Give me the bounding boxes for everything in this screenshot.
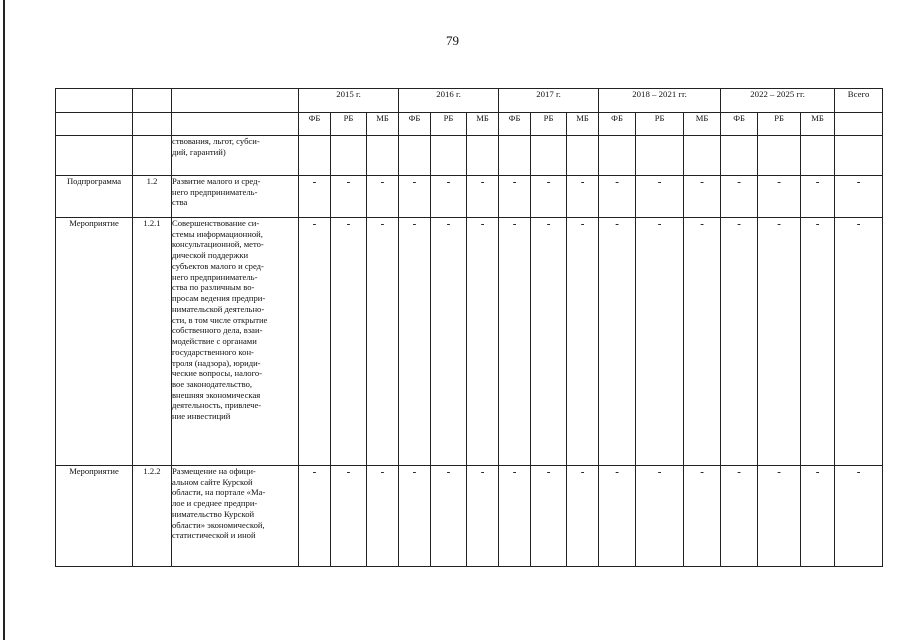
value-cell: - bbox=[299, 218, 331, 466]
value-cell: - bbox=[531, 466, 567, 567]
value-cell: - bbox=[721, 218, 758, 466]
value-cell: - bbox=[367, 218, 399, 466]
value-cell: - bbox=[801, 466, 835, 567]
description-line: стемы информационной, bbox=[172, 228, 263, 239]
value-cell bbox=[431, 136, 467, 176]
value-cell: - bbox=[467, 176, 499, 218]
table-row bbox=[56, 176, 883, 218]
value-cell bbox=[467, 136, 499, 176]
value-cell bbox=[758, 136, 801, 176]
subheader-total-cell bbox=[835, 113, 883, 136]
value-cell bbox=[367, 136, 399, 176]
description-line: субъектов малого и сред- bbox=[172, 260, 264, 271]
fund-header-0-1: РБ bbox=[331, 113, 367, 136]
fund-header-4-0: ФБ bbox=[721, 113, 758, 136]
value-cell bbox=[531, 136, 567, 176]
value-cell: - bbox=[431, 176, 467, 218]
row-type: Мероприятие bbox=[56, 466, 133, 567]
description-line: внешняя экономическая bbox=[172, 389, 261, 400]
row-description bbox=[172, 218, 299, 466]
value-cell: - bbox=[835, 176, 883, 218]
description-line: ческие вопросы, налого- bbox=[172, 368, 263, 379]
value-cell: - bbox=[801, 176, 835, 218]
value-cell: - bbox=[399, 466, 431, 567]
value-cell: - bbox=[721, 466, 758, 567]
description-line: собственного дела, взаи- bbox=[172, 325, 263, 336]
row-code bbox=[133, 136, 172, 176]
value-cell: - bbox=[531, 176, 567, 218]
value-cell: - bbox=[399, 176, 431, 218]
description-line: области» экономической, bbox=[172, 519, 265, 530]
description-line: вое законодательство, bbox=[172, 379, 253, 390]
row-code: 1.2.1 bbox=[133, 218, 172, 466]
fund-header-0-2: МБ bbox=[367, 113, 399, 136]
value-cell: - bbox=[567, 218, 599, 466]
value-cell: - bbox=[567, 176, 599, 218]
value-cell: - bbox=[721, 176, 758, 218]
value-cell: - bbox=[636, 176, 684, 218]
description-line: ствования, льгот, субси- bbox=[172, 136, 260, 146]
value-cell: - bbox=[299, 176, 331, 218]
value-cell: - bbox=[684, 218, 721, 466]
fund-header-3-1: РБ bbox=[636, 113, 684, 136]
value-cell bbox=[684, 136, 721, 176]
description-line: Размещение на офици- bbox=[172, 466, 256, 476]
row-description bbox=[172, 176, 299, 218]
description-line: области, на портале «Ма- bbox=[172, 487, 266, 498]
year-header-2016: 2016 г. bbox=[399, 89, 499, 113]
value-cell: - bbox=[801, 218, 835, 466]
description-line: троля (надзора), юриди- bbox=[172, 357, 261, 368]
value-cell: - bbox=[467, 466, 499, 567]
value-cell: - bbox=[331, 218, 367, 466]
value-cell: - bbox=[499, 466, 531, 567]
page-number: 79 bbox=[446, 33, 459, 48]
year-header-2022-2025: 2022 – 2025 гг. bbox=[721, 89, 835, 113]
row-description bbox=[172, 466, 299, 567]
value-cell: - bbox=[367, 176, 399, 218]
subheader-code-cell bbox=[133, 113, 172, 136]
value-cell: - bbox=[531, 218, 567, 466]
description-line: нимательской деятельно- bbox=[172, 303, 265, 314]
value-cell: - bbox=[599, 466, 636, 567]
value-cell: - bbox=[499, 176, 531, 218]
value-cell: - bbox=[467, 218, 499, 466]
description-line: дической поддержки bbox=[172, 250, 249, 261]
page-edge-line bbox=[3, 0, 5, 640]
fund-header-1-2: МБ bbox=[467, 113, 499, 136]
subheader-type-cell bbox=[56, 113, 133, 136]
description-line: ние инвестиций bbox=[172, 411, 231, 422]
value-cell: - bbox=[758, 466, 801, 567]
fund-header-3-2: МБ bbox=[684, 113, 721, 136]
description-line: сти, в том числе открытие bbox=[172, 314, 268, 325]
value-cell bbox=[299, 136, 331, 176]
value-cell bbox=[399, 136, 431, 176]
fund-header-2-1: РБ bbox=[531, 113, 567, 136]
value-cell bbox=[636, 136, 684, 176]
value-cell: - bbox=[758, 218, 801, 466]
description-line: консультационной, мето- bbox=[172, 239, 264, 250]
subheader-desc-cell bbox=[172, 113, 299, 136]
description-line: Развитие малого и сред- bbox=[172, 176, 261, 186]
value-cell: - bbox=[684, 176, 721, 218]
value-cell bbox=[835, 136, 883, 176]
table-row bbox=[56, 136, 883, 176]
value-cell: - bbox=[835, 218, 883, 466]
value-cell bbox=[801, 136, 835, 176]
value-cell: - bbox=[599, 176, 636, 218]
value-cell: - bbox=[431, 466, 467, 567]
description-line: него предприниматель- bbox=[172, 271, 258, 282]
value-cell: - bbox=[567, 466, 599, 567]
row-code: 1.2.2 bbox=[133, 466, 172, 567]
value-cell: - bbox=[636, 218, 684, 466]
header-fund-row bbox=[56, 113, 883, 136]
value-cell: - bbox=[399, 218, 431, 466]
description-line: статистической и иной bbox=[172, 530, 256, 541]
value-cell bbox=[599, 136, 636, 176]
value-cell: - bbox=[499, 218, 531, 466]
row-description bbox=[172, 136, 299, 176]
header-year-row bbox=[56, 89, 883, 113]
fund-header-4-2: МБ bbox=[801, 113, 835, 136]
row-type: Мероприятие bbox=[56, 218, 133, 466]
table-row bbox=[56, 466, 883, 567]
value-cell bbox=[499, 136, 531, 176]
value-cell: - bbox=[758, 176, 801, 218]
table-row bbox=[56, 218, 883, 466]
value-cell: - bbox=[367, 466, 399, 567]
description-line: просам ведения предпри- bbox=[172, 293, 266, 304]
value-cell: - bbox=[331, 176, 367, 218]
value-cell bbox=[567, 136, 599, 176]
row-type bbox=[56, 136, 133, 176]
fund-header-0-0: ФБ bbox=[299, 113, 331, 136]
header-type-cell bbox=[56, 89, 133, 113]
description-line: ства по различным во- bbox=[172, 282, 255, 293]
value-cell bbox=[721, 136, 758, 176]
description-line: государственного кон- bbox=[172, 346, 254, 357]
year-header-2015: 2015 г. bbox=[299, 89, 399, 113]
description-line: дий, гарантий) bbox=[172, 146, 226, 157]
value-cell: - bbox=[299, 466, 331, 567]
total-header: Всего bbox=[835, 89, 883, 113]
description-line: нимательство Курской bbox=[172, 508, 255, 519]
description-line: модействие с органами bbox=[172, 336, 257, 347]
year-header-2018-2021: 2018 – 2021 гг. bbox=[599, 89, 721, 113]
value-cell: - bbox=[636, 466, 684, 567]
fund-header-1-0: ФБ bbox=[399, 113, 431, 136]
header-desc-cell bbox=[172, 89, 299, 113]
fund-header-2-2: МБ bbox=[567, 113, 599, 136]
budget-table bbox=[55, 88, 883, 567]
value-cell: - bbox=[431, 218, 467, 466]
description-line: деятельность, привлече- bbox=[172, 400, 262, 411]
value-cell: - bbox=[599, 218, 636, 466]
fund-header-4-1: РБ bbox=[758, 113, 801, 136]
fund-header-3-0: ФБ bbox=[599, 113, 636, 136]
value-cell: - bbox=[835, 466, 883, 567]
header-code-cell bbox=[133, 89, 172, 113]
year-header-2017: 2017 г. bbox=[499, 89, 599, 113]
description-line: Совершенствование си- bbox=[172, 218, 260, 228]
row-type: Подпрограмма bbox=[56, 176, 133, 218]
value-cell bbox=[331, 136, 367, 176]
value-cell: - bbox=[331, 466, 367, 567]
fund-header-1-1: РБ bbox=[431, 113, 467, 136]
row-code: 1.2 bbox=[133, 176, 172, 218]
description-line: ства bbox=[172, 197, 188, 208]
fund-header-2-0: ФБ bbox=[499, 113, 531, 136]
value-cell: - bbox=[684, 466, 721, 567]
description-line: него предприниматель- bbox=[172, 186, 258, 197]
description-line: альном сайте Курской bbox=[172, 476, 253, 487]
description-line: лое и среднее предпри- bbox=[172, 498, 258, 509]
